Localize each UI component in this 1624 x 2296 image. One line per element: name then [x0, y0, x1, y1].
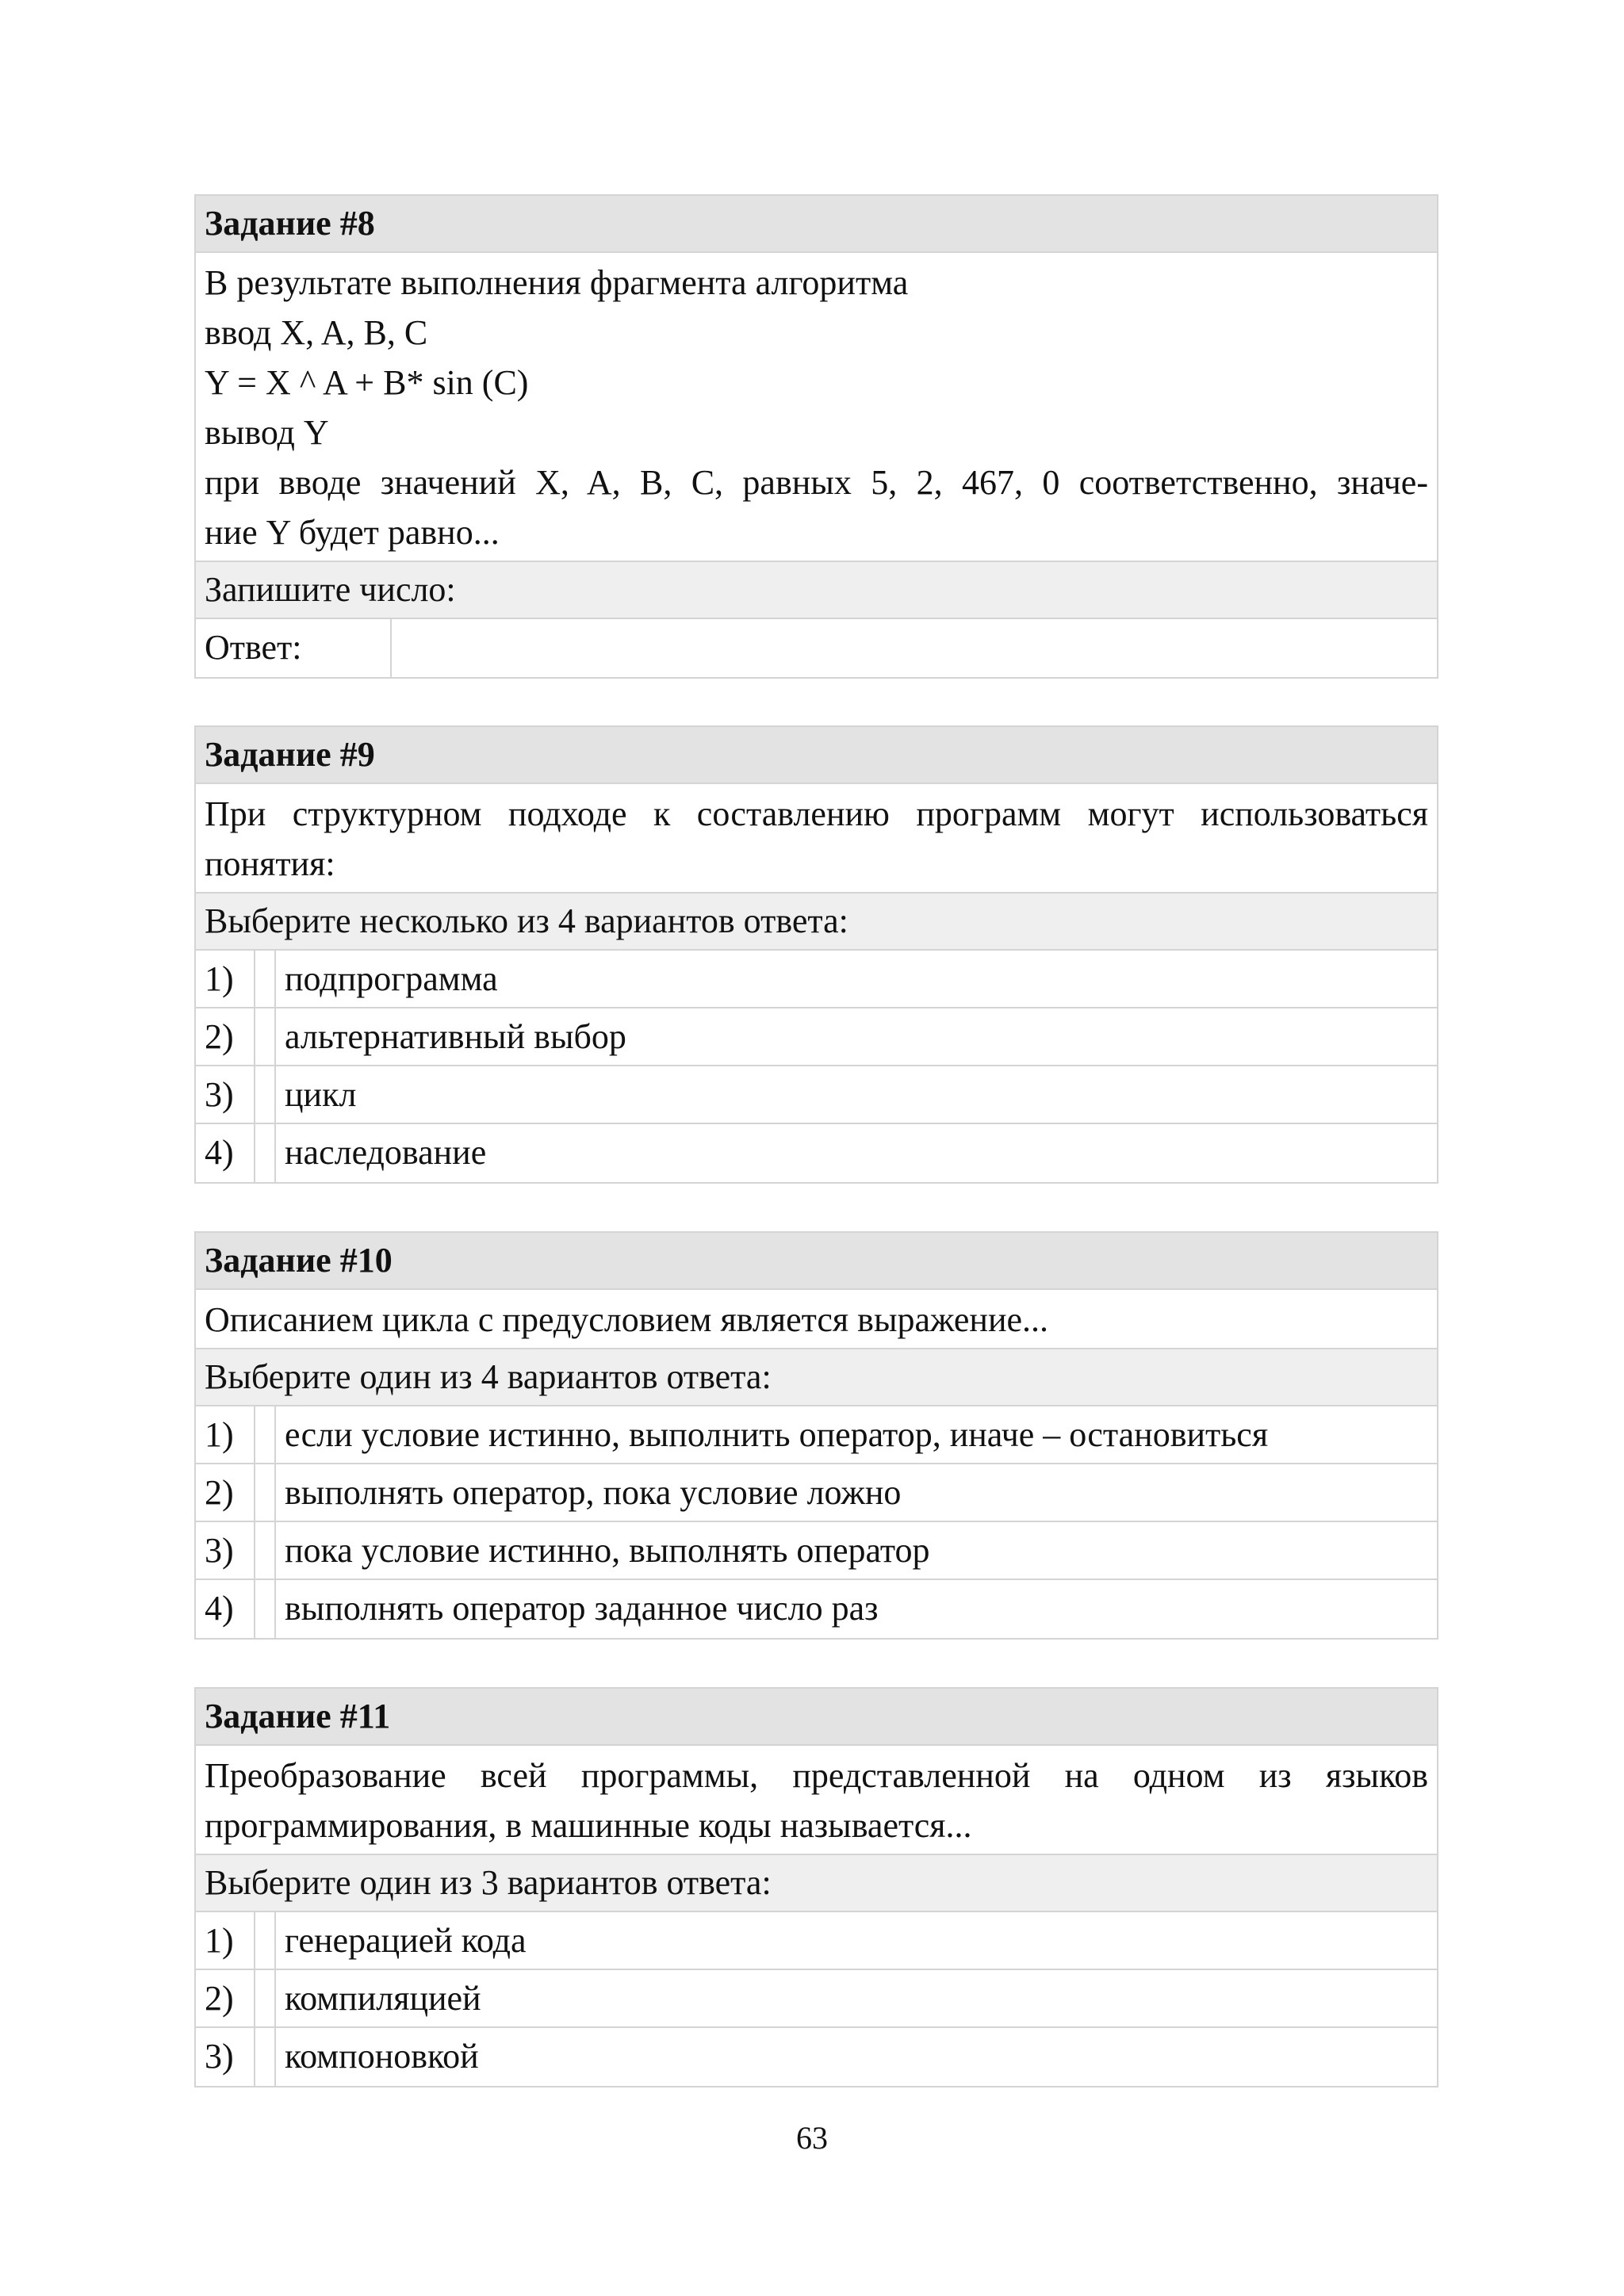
- task-10: [194, 1231, 1438, 1640]
- task-instruction: Выберите один из 3 вариантов ответа:: [196, 1855, 1437, 1912]
- page-number: 63: [796, 2120, 828, 2156]
- question-line: В результате выполнения фрагмента алгоритма: [205, 263, 909, 302]
- option-text: альтернативный выбор: [285, 1017, 626, 1056]
- question-line: Преобразование всей программы, представленной на одном из языков: [205, 1756, 1428, 1795]
- option-row[interactable]: [196, 1522, 1437, 1580]
- task-title: Задание #8: [196, 196, 1437, 253]
- option-checkbox[interactable]: [254, 1124, 276, 1182]
- answer-row: [196, 619, 1437, 677]
- option-text: если условие истинно, выполнить оператор, иначе – остановиться: [285, 1415, 1269, 1454]
- option-text: выполнять оператор заданное число раз: [285, 1589, 879, 1628]
- option-radio[interactable]: [254, 1522, 276, 1578]
- task-title: Задание #11: [196, 1689, 1437, 1746]
- question-line: программирования, в машинные коды называется...: [205, 1806, 972, 1845]
- option-row[interactable]: [196, 1580, 1437, 1638]
- option-number: 3): [205, 1531, 234, 1570]
- option-number: 3): [205, 1075, 234, 1114]
- option-radio[interactable]: [254, 1580, 276, 1638]
- question-line: Описанием цикла с предусловием является выражение...: [205, 1300, 1049, 1339]
- option-row[interactable]: [196, 1066, 1437, 1124]
- task-question: [196, 784, 1437, 894]
- option-row[interactable]: [196, 1008, 1437, 1066]
- option-number: 1): [205, 1921, 234, 1960]
- option-text: выполнять оператор, пока условие ложно: [285, 1473, 902, 1512]
- question-line: вывод Y: [205, 413, 329, 452]
- answer-field[interactable]: [392, 619, 1437, 677]
- task-instruction: Запишите число:: [196, 562, 1437, 619]
- option-number: 1): [205, 1415, 234, 1454]
- option-number: 4): [205, 1133, 234, 1172]
- option-row[interactable]: [196, 2028, 1437, 2086]
- option-row[interactable]: [196, 951, 1437, 1008]
- task-instruction: Выберите несколько из 4 вариантов ответа:: [196, 894, 1437, 951]
- option-checkbox[interactable]: [254, 951, 276, 1007]
- question-line: понятия:: [205, 844, 335, 883]
- option-row[interactable]: [196, 1464, 1437, 1522]
- options-list: [196, 1912, 1437, 2086]
- question-line: при вводе значений X, A, B, C, равных 5, 2, 467, 0 соответственно, значе-: [205, 463, 1428, 502]
- task-question: [196, 253, 1437, 562]
- option-checkbox[interactable]: [254, 1008, 276, 1065]
- task-question: [196, 1746, 1437, 1855]
- question-line: Y = X ^ A + B* sin (C): [205, 363, 529, 402]
- option-text: компиляцией: [285, 1979, 481, 2018]
- task-question: [196, 1290, 1437, 1349]
- question-line: ние Y будет равно...: [205, 513, 500, 552]
- option-row[interactable]: [196, 1406, 1437, 1464]
- option-text: пока условие истинно, выполнять оператор: [285, 1531, 930, 1570]
- task-title: Задание #9: [196, 727, 1437, 784]
- option-radio[interactable]: [254, 1970, 276, 2026]
- option-row[interactable]: [196, 1124, 1437, 1182]
- option-text: наследование: [285, 1133, 487, 1172]
- option-text: цикл: [285, 1075, 357, 1114]
- answer-label: Ответ:: [196, 619, 392, 677]
- option-row[interactable]: [196, 1912, 1437, 1970]
- option-number: 2): [205, 1017, 234, 1056]
- options-list: [196, 1406, 1437, 1638]
- option-checkbox[interactable]: [254, 1066, 276, 1123]
- option-text: генерацией кода: [285, 1921, 527, 1960]
- question-line: При структурном подходе к составлению программ могут использоваться: [205, 794, 1428, 833]
- task-11: [194, 1687, 1438, 2087]
- option-number: 4): [205, 1589, 234, 1628]
- option-radio[interactable]: [254, 1406, 276, 1463]
- option-text: подпрограмма: [285, 959, 498, 998]
- option-radio[interactable]: [254, 1912, 276, 1969]
- option-radio[interactable]: [254, 1464, 276, 1521]
- task-title: Задание #10: [196, 1233, 1437, 1290]
- task-9: [194, 725, 1438, 1184]
- option-number: 3): [205, 2037, 234, 2076]
- option-number: 2): [205, 1979, 234, 2018]
- option-text: компоновкой: [285, 2037, 479, 2076]
- option-number: 2): [205, 1473, 234, 1512]
- option-row[interactable]: [196, 1970, 1437, 2028]
- question-line: ввод X, A, B, C: [205, 313, 428, 352]
- options-list: [196, 951, 1437, 1182]
- task-instruction: Выберите один из 4 вариантов ответа:: [196, 1349, 1437, 1406]
- option-number: 1): [205, 959, 234, 998]
- task-8: [194, 194, 1438, 679]
- option-radio[interactable]: [254, 2028, 276, 2086]
